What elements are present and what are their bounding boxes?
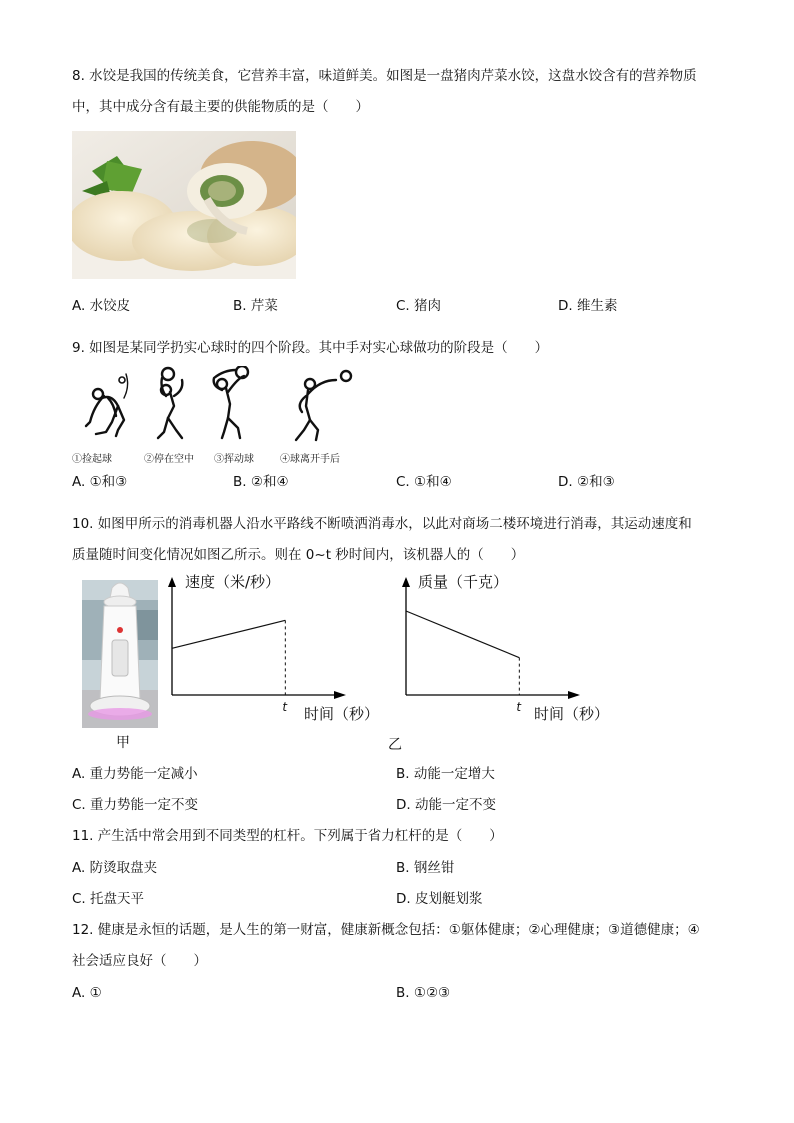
q12-option-b[interactable]: B. ①②③ <box>396 985 451 1001</box>
q10-mass-chart <box>394 568 624 728</box>
q10-option-c[interactable]: C. 重力势能一定不变 <box>72 797 199 813</box>
chart1-tick-t: t <box>282 700 288 714</box>
q9-stage-4-label: ④球离开手后 <box>280 454 340 465</box>
chart1-series-line <box>172 620 285 648</box>
q10-speed-chart <box>160 568 390 728</box>
chart1-y-arrow <box>168 577 176 587</box>
q9-stage-3-label: ③挥动球 <box>214 454 254 465</box>
q9-stem-line1: 9. 如图是某同学扔实心球时的四个阶段。其中手对实心球做功的阶段是（ ） <box>72 340 549 356</box>
q10-option-b[interactable]: B. 动能一定增大 <box>396 766 495 782</box>
disinfection-robot <box>82 580 158 728</box>
q10-option-d[interactable]: D. 动能一定不变 <box>396 797 496 813</box>
q10-option-a[interactable]: A. 重力势能一定减小 <box>72 766 198 782</box>
q10-stem-line2: 质量随时间变化情况如图乙所示。则在 0~t 秒时间内，该机器人的（ ） <box>72 547 525 563</box>
chart1-xlabel: 时间（秒） <box>304 705 380 723</box>
chart2-xlabel: 时间（秒） <box>534 705 610 723</box>
chart2-x-arrow <box>568 691 580 699</box>
q9-stage-1-label: ①捡起球 <box>72 454 112 465</box>
q10-stem-line1: 10. 如图甲所示的消毒机器人沿水平路线不断喷洒消毒水，以此对商场二楼环境进行消毒，其运动速度和 <box>72 516 692 532</box>
q11-option-a[interactable]: A. 防烫取盘夹 <box>72 860 158 876</box>
q9-stage-2-label: ②停在空中 <box>144 454 194 465</box>
q8-option-b[interactable]: B. 芹菜 <box>233 298 278 314</box>
q8-stem-line2: 中，其中成分含有最主要的供能物质的是（ ） <box>72 99 369 115</box>
q10-figure-yi-label: 乙 <box>388 737 402 753</box>
q9-option-a[interactable]: A. ①和③ <box>72 474 128 490</box>
dumplings-photo <box>72 131 296 279</box>
chart1-x-arrow <box>334 691 346 699</box>
chart2-ylabel: 质量（千克） <box>418 573 509 591</box>
chart2-series-line <box>406 611 519 658</box>
chart1-ylabel: 速度（米/秒） <box>185 573 281 591</box>
q11-option-b[interactable]: B. 钢丝钳 <box>396 860 455 876</box>
q9-option-d[interactable]: D. ②和③ <box>558 474 615 490</box>
q8-option-d[interactable]: D. 维生素 <box>558 298 618 314</box>
q8-option-c[interactable]: C. 猪肉 <box>396 298 442 314</box>
q10-figure-jia-label: 甲 <box>116 735 130 751</box>
q9-option-b[interactable]: B. ②和④ <box>233 474 289 490</box>
q12-stem-line1: 12. 健康是永恒的话题，是人生的第一财富，健康新概念包括：①躯体健康；②心理健康；③道德健康；④ <box>72 922 700 938</box>
q8-option-a[interactable]: A. 水饺皮 <box>72 298 131 314</box>
q12-option-a[interactable]: A. ① <box>72 985 102 1001</box>
stick-figures <box>72 366 362 450</box>
chart2-tick-t: t <box>516 700 522 714</box>
q8-stem-line1: 8. 水饺是我国的传统美食，它营养丰富，味道鲜美。如图是一盘猪肉芹菜水饺，这盘水饺含有的营养物质 <box>72 68 697 84</box>
q9-option-c[interactable]: C. ①和④ <box>396 474 452 490</box>
chart2-y-arrow <box>402 577 410 587</box>
q11-option-d[interactable]: D. 皮划艇划浆 <box>396 891 483 907</box>
q11-option-c[interactable]: C. 托盘天平 <box>72 891 145 907</box>
q12-stem-line2: 社会适应良好（ ） <box>72 953 207 969</box>
q11-stem-line1: 11. 产生活中常会用到不同类型的杠杆。下列属于省力杠杆的是（ ） <box>72 828 503 844</box>
